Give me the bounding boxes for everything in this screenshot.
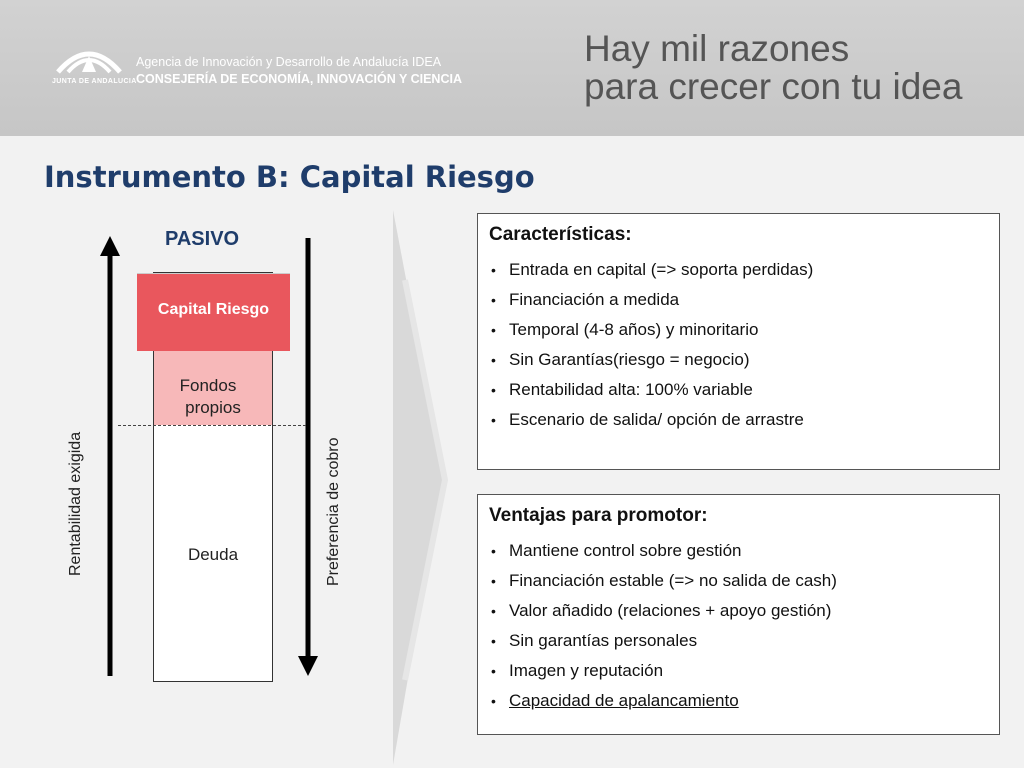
list-item: • Entrada en capital (=> soporta perdidas) bbox=[489, 255, 999, 285]
fondos-line-1: Fondos bbox=[179, 376, 237, 395]
list-item bbox=[489, 686, 999, 716]
dashed-divider bbox=[118, 425, 306, 426]
ventajas-panel bbox=[477, 494, 1000, 735]
slogan bbox=[584, 30, 962, 106]
fondos-propios-label bbox=[154, 375, 272, 419]
ventajas-list bbox=[489, 536, 999, 716]
deuda-label: Deuda bbox=[187, 545, 239, 564]
caracteristicas-panel bbox=[477, 213, 1000, 470]
list-item: • Sin garantías personales bbox=[489, 626, 999, 656]
rentabilidad-arrow-icon bbox=[98, 236, 122, 676]
caracteristicas-heading: Características: bbox=[489, 224, 632, 245]
preferencia-cobro-label: Preferencia de cobro bbox=[325, 437, 342, 586]
chevron-arrow-decoration bbox=[385, 210, 455, 765]
agency-line-1: Agencia de Innovación y Desarrollo de Andalucía IDEA bbox=[136, 55, 442, 69]
fondos-line-2: propios bbox=[185, 398, 241, 417]
list-item: • Temporal (4-8 años) y minoritario bbox=[489, 315, 999, 345]
header-banner bbox=[0, 0, 1024, 136]
capital-riesgo-label: Capital Riesgo bbox=[157, 301, 270, 318]
list-item: • Rentabilidad alta: 100% variable bbox=[489, 375, 999, 405]
preferencia-arrow-icon bbox=[296, 238, 320, 676]
rentabilidad-exigida-label: Rentabilidad exigida bbox=[67, 431, 84, 576]
list-item: • Valor añadido (relaciones + apoyo gestión) bbox=[489, 596, 999, 626]
list-item: • Escenario de salida/ opción de arrastre bbox=[489, 405, 999, 435]
agency-name bbox=[136, 55, 462, 86]
list-item: • Financiación estable (=> no salida de cash) bbox=[489, 566, 999, 596]
agency-line-2: CONSEJERÍA DE ECONOMÍA, INNOVACIÓN Y CIENCIA bbox=[136, 72, 462, 86]
list-item: • Mantiene control sobre gestión bbox=[489, 536, 999, 566]
list-item: • Financiación a medida bbox=[489, 285, 999, 315]
ventajas-heading: Ventajas para promotor: bbox=[489, 505, 708, 526]
list-item: • Sin Garantías(riesgo = negocio) bbox=[489, 345, 999, 375]
caracteristicas-list bbox=[489, 255, 999, 435]
slogan-line-2: para crecer con tu idea bbox=[584, 66, 963, 107]
slide-title: Instrumento B: Capital Riesgo bbox=[44, 160, 535, 194]
apalancamiento-link-text: Capacidad de apalancamiento bbox=[509, 691, 739, 710]
logo-text: JUNTA DE ANDALUCIA bbox=[52, 78, 137, 85]
slogan-line-1: Hay mil razones bbox=[584, 28, 850, 69]
list-item: • Imagen y reputación bbox=[489, 656, 999, 686]
pasivo-label: PASIVO bbox=[165, 228, 240, 250]
